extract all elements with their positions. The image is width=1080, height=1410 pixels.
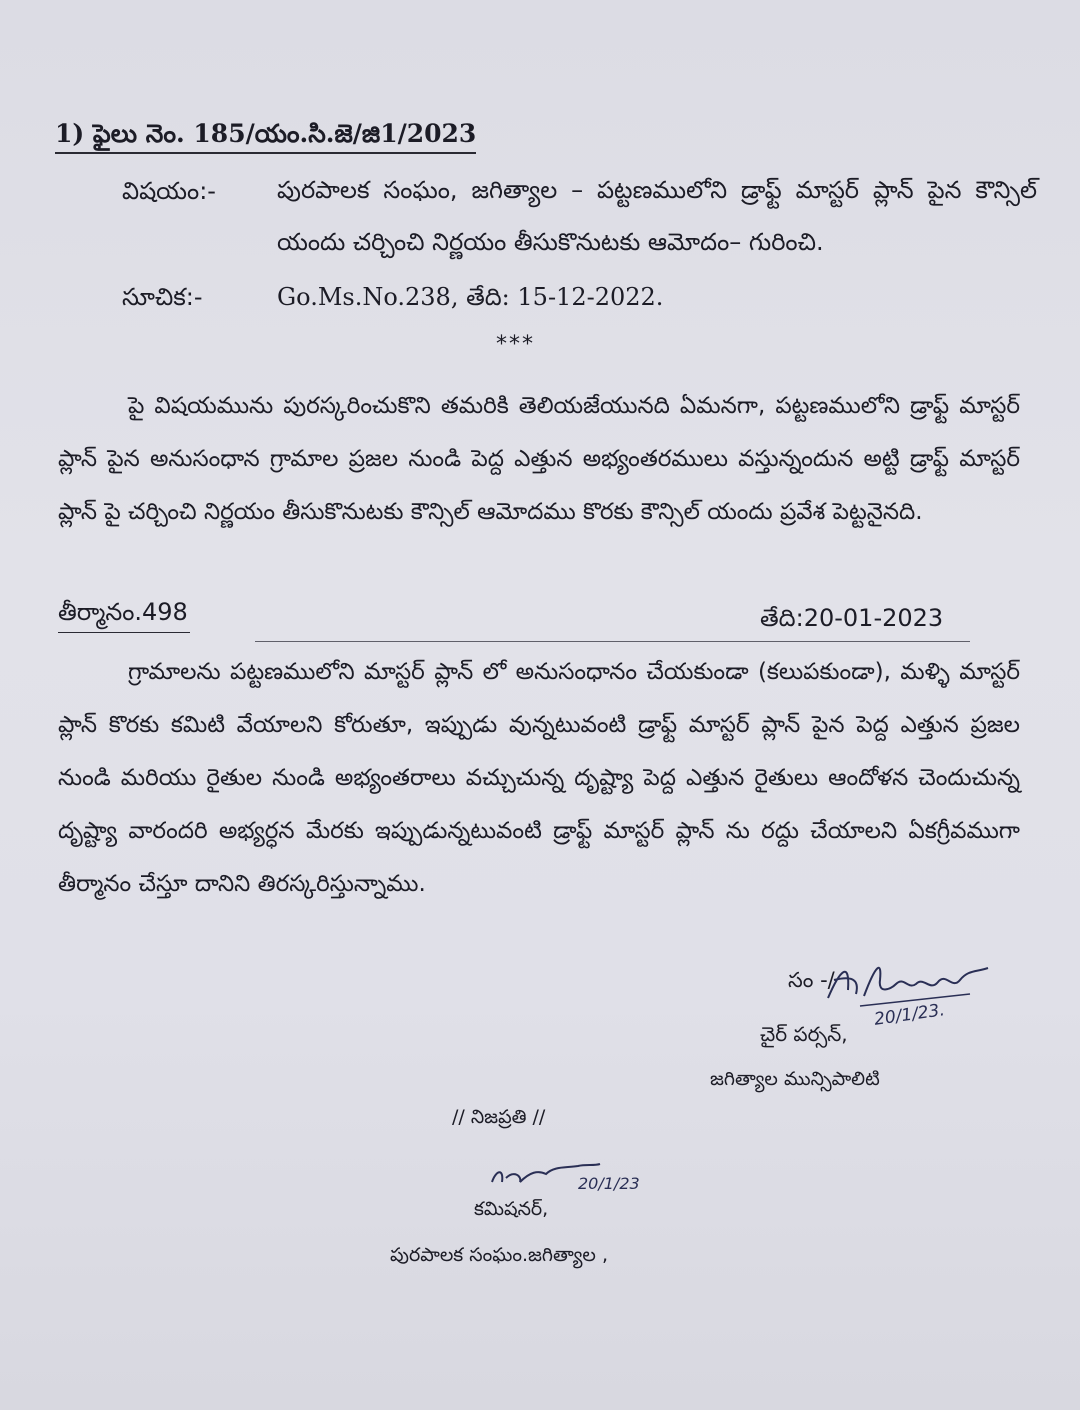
separator-stars: *** bbox=[496, 332, 535, 357]
resolution-date: తేది:20-01-2023 bbox=[760, 604, 944, 632]
chair-title: చైర్ పర్సన్, bbox=[760, 1022, 848, 1046]
subject-label: విషయం:- bbox=[122, 177, 216, 205]
commissioner-sign-date: 20/1/23 bbox=[578, 1174, 640, 1193]
reference-value: Go.Ms.No.238, తేది: 15-12-2022. bbox=[277, 283, 664, 311]
file-number-heading: 1) ఫైలు నెం. 185/యం.సి.జె/జి1/2023 bbox=[55, 116, 476, 154]
chair-organization: జగిత్యాల మున్సిపాలిటి bbox=[710, 1068, 880, 1090]
resolution-paragraph: గ్రామాలను పట్టణములోని మాస్టర్ ప్లాన్ లో అనుసంధానం చేయకుండా (కలుపకుండా), మళ్ళి మాస్టర్ ప్లాన్ కొరకు కమిటి వేయాలని కోరుతూ, ఇప్పుడు వున్నటువంటి డ్రాఫ్ట్ మాస్టర్ ప్లాన్ పైన పెద్ద ఎత్తున ప్రజల నుండి మరియు రైతుల నుండి అభ్యంతరాలు వచ్చుచున్న దృష్ట్యా పెద్ద ఎత్తున రైతులు ఆందోళన చెందుచున్న దృష్ట్యా వారందరి అభ్యర్ధన మేరకు ఇప్పుడున్నటువంటి డ్రాఫ్ట్ మాస్టర్ ప్లాన్ ను రద్దు చేయాలని ఏకగ్రీవముగా తీర్మానం చేస్తూ దానిని తిరస్కరిస్తున్నాము. bbox=[58, 659, 1020, 897]
true-copy-label: // నిజప్రతి // bbox=[452, 1106, 546, 1128]
chair-sign-prefix: సం -/ bbox=[788, 968, 835, 992]
chair-sign-date: 20/1/23. bbox=[872, 1000, 946, 1030]
commissioner-title: కమిషనర్, bbox=[474, 1198, 549, 1220]
body-paragraph: పై విషయమును పురస్కరించుకొని తమరికి తెలియజేయునది ఏమనగా, పట్టణములోని డ్రాఫ్ట్ మాస్టర్ ప్లాన్ పైన అనుసంధాన గ్రామాల ప్రజల నుండి పెద్ద ఎత్తున అభ్యంతరములు వస్తున్నందున అట్టి డ్రాఫ్ట్ మాస్టర్ ప్లాన్ పై చర్చించి నిర్ణయం తీసుకొనుటకు కౌన్సిల్ ఆమోదము కొరకు కౌన్సిల్ యందు ప్రవేశ పెట్టనైనది. bbox=[58, 393, 1020, 525]
divider-line bbox=[255, 641, 970, 642]
subject-row bbox=[122, 164, 277, 218]
resolution-number: తీర్మానం.498 bbox=[58, 592, 190, 633]
subject-text: పురపాలక సంఘం, జగిత్యాల – పట్టణములోని డ్రాఫ్ట్ మాస్టర్ ప్లాన్ పైన కౌన్సిల్ యందు చర్చించి నిర్ణయం తీసుకొనుటకు ఆమోదం– గురించి. bbox=[277, 176, 1037, 256]
commissioner-organization: పురపాలక సంఘం.జగిత్యాల , bbox=[390, 1244, 608, 1266]
reference-row bbox=[122, 270, 663, 324]
reference-label: సూచిక:- bbox=[122, 283, 203, 311]
